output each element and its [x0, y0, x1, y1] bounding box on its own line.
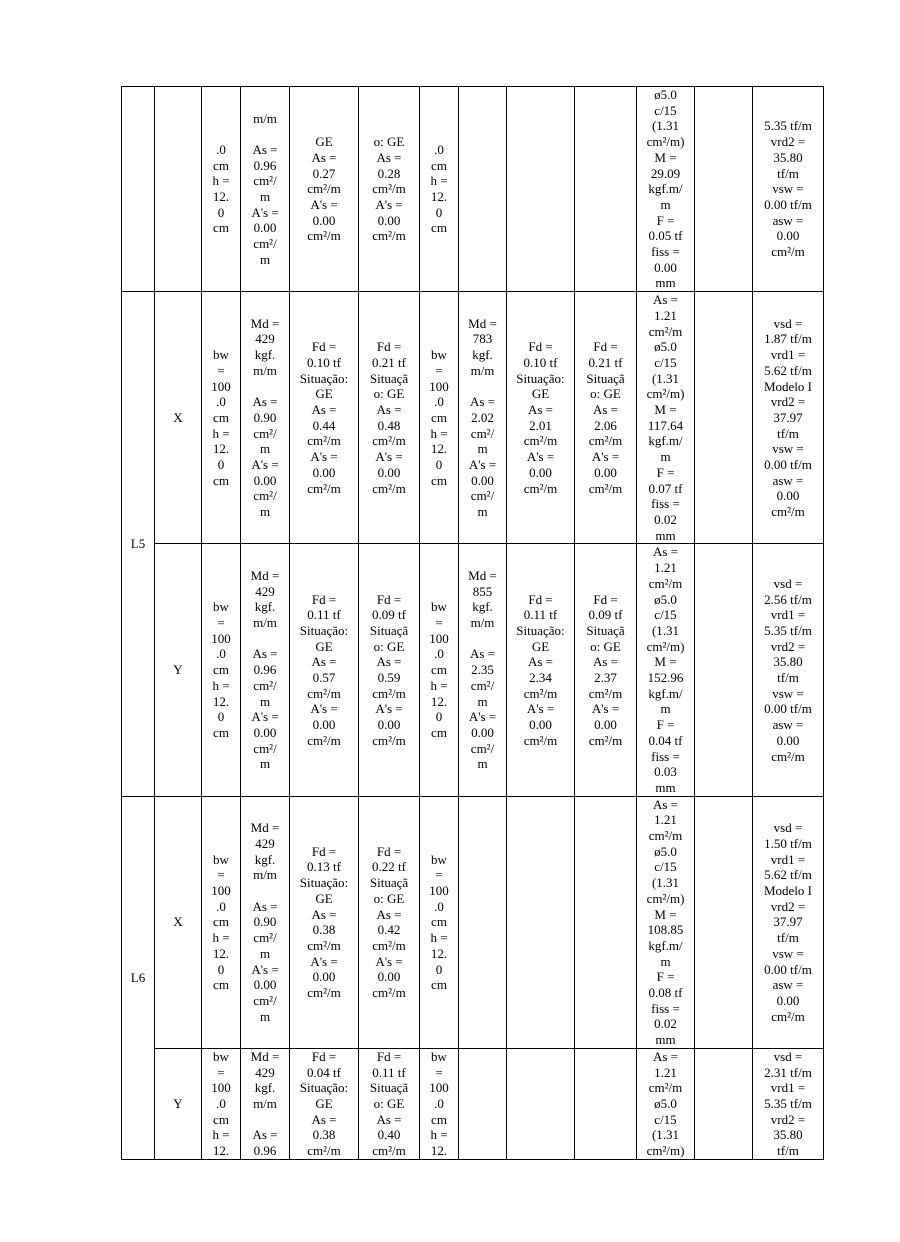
table-cell: bw = 100 .0 cm h = 12.	[420, 1048, 459, 1159]
table-cell	[695, 292, 753, 544]
table-cell: Md = 429 kgf. m/m As = 0.90 cm²/ m A's = 0.00 cm²/ m	[241, 292, 290, 544]
table-cell: Md = 783 kgf. m/m As = 2.02 cm²/ m A's = 0.00 cm²/ m	[459, 292, 507, 544]
table-cell: vsd = 2.31 tf/m vrd1 = 5.35 tf/m vrd2 = 35.80 tf/m	[753, 1048, 824, 1159]
table-row	[122, 292, 824, 544]
table-cell: bw = 100 .0 cm h = 12. 0 cm	[420, 544, 459, 796]
table-cell: Fd = 0.13 tf Situação: GE As = 0.38 cm²/m A's = 0.00 cm²/m	[290, 796, 359, 1048]
table-cell: Md = 429 kgf. m/m As = 0.90 cm²/ m A's = 0.00 cm²/ m	[241, 796, 290, 1048]
slab-results-table	[121, 86, 824, 1160]
table-cell: Fd = 0.04 tf Situação: GE As = 0.38 cm²/m	[290, 1048, 359, 1159]
slab-id-cell: L6	[122, 796, 155, 1159]
table-cell: Fd = 0.11 tf Situaçã o: GE As = 0.40 cm²/m	[359, 1048, 420, 1159]
table-cell	[575, 796, 637, 1048]
table-cell: 5.35 tf/m vrd2 = 35.80 tf/m vsw = 0.00 tf/m asw = 0.00 cm²/m	[753, 87, 824, 292]
table-cell	[575, 1048, 637, 1159]
direction-cell: Y	[155, 544, 202, 796]
table-cell: vsd = 1.87 tf/m vrd1 = 5.62 tf/m Modelo I vrd2 = 37.97 tf/m vsw = 0.00 tf/m asw = 0.00 cm²/m	[753, 292, 824, 544]
table-cell: m/m As = 0.96 cm²/ m A's = 0.00 cm²/ m	[241, 87, 290, 292]
table-cell	[695, 1048, 753, 1159]
slab-id-cell	[122, 87, 155, 292]
table-cell: .0 cm h = 12. 0 cm	[420, 87, 459, 292]
direction-cell: X	[155, 796, 202, 1048]
table-cell: bw = 100 .0 cm h = 12. 0 cm	[202, 544, 241, 796]
table-cell	[459, 796, 507, 1048]
table-cell: o: GE As = 0.28 cm²/m A's = 0.00 cm²/m	[359, 87, 420, 292]
table-cell: Fd = 0.22 tf Situaçã o: GE As = 0.42 cm²/m A's = 0.00 cm²/m	[359, 796, 420, 1048]
table-cell: As = 1.21 cm²/m ø5.0 c/15 (1.31 cm²/m) M = 117.64 kgf.m/ m F = 0.07 tf fiss = 0.02 mm	[637, 292, 695, 544]
table-cell: Md = 429 kgf. m/m As = 0.96 cm²/ m A's = 0.00 cm²/ m	[241, 544, 290, 796]
table-cell: Md = 855 kgf. m/m As = 2.35 cm²/ m A's = 0.00 cm²/ m	[459, 544, 507, 796]
table-cell: Fd = 0.11 tf Situação: GE As = 0.57 cm²/m A's = 0.00 cm²/m	[290, 544, 359, 796]
table-cell	[507, 87, 575, 292]
table-cell	[507, 796, 575, 1048]
table-cell	[695, 796, 753, 1048]
table-cell: As = 1.21 cm²/m ø5.0 c/15 (1.31 cm²/m)	[637, 1048, 695, 1159]
table-cell: Fd = 0.10 tf Situação: GE As = 2.01 cm²/m A's = 0.00 cm²/m	[507, 292, 575, 544]
table-cell: Fd = 0.21 tf Situaçã o: GE As = 0.48 cm²/m A's = 0.00 cm²/m	[359, 292, 420, 544]
direction-cell: X	[155, 292, 202, 544]
table-cell: Fd = 0.11 tf Situação: GE As = 2.34 cm²/m A's = 0.00 cm²/m	[507, 544, 575, 796]
slab-id-cell: L5	[122, 292, 155, 797]
table-cell	[695, 544, 753, 796]
table-cell: Fd = 0.09 tf Situaçã o: GE As = 2.37 cm²/m A's = 0.00 cm²/m	[575, 544, 637, 796]
table-cell: bw = 100 .0 cm h = 12. 0 cm	[420, 796, 459, 1048]
direction-cell: Y	[155, 1048, 202, 1159]
table-row	[122, 1048, 824, 1159]
table-row	[122, 87, 824, 292]
table-cell	[507, 1048, 575, 1159]
table-row	[122, 796, 824, 1048]
table-cell	[695, 87, 753, 292]
table-cell: .0 cm h = 12. 0 cm	[202, 87, 241, 292]
table-cell: Fd = 0.09 tf Situaçã o: GE As = 0.59 cm²/m A's = 0.00 cm²/m	[359, 544, 420, 796]
table-cell: vsd = 1.50 tf/m vrd1 = 5.62 tf/m Modelo I vrd2 = 37.97 tf/m vsw = 0.00 tf/m asw = 0.00 cm²/m	[753, 796, 824, 1048]
table-cell: Md = 429 kgf. m/m As = 0.96	[241, 1048, 290, 1159]
table-cell: ø5.0 c/15 (1.31 cm²/m) M = 29.09 kgf.m/ m F = 0.05 tf fiss = 0.00 mm	[637, 87, 695, 292]
table-row	[122, 544, 824, 796]
table-cell: bw = 100 .0 cm h = 12. 0 cm	[202, 292, 241, 544]
table-cell	[459, 1048, 507, 1159]
table-cell: bw = 100 .0 cm h = 12. 0 cm	[202, 796, 241, 1048]
table-cell	[459, 87, 507, 292]
table-cell: vsd = 2.56 tf/m vrd1 = 5.35 tf/m vrd2 = 35.80 tf/m vsw = 0.00 tf/m asw = 0.00 cm²/m	[753, 544, 824, 796]
direction-cell	[155, 87, 202, 292]
table-cell: bw = 100 .0 cm h = 12.	[202, 1048, 241, 1159]
table-cell: As = 1.21 cm²/m ø5.0 c/15 (1.31 cm²/m) M = 152.96 kgf.m/ m F = 0.04 tf fiss = 0.03 mm	[637, 544, 695, 796]
table-cell: Fd = 0.21 tf Situaçã o: GE As = 2.06 cm²/m A's = 0.00 cm²/m	[575, 292, 637, 544]
table-cell: bw = 100 .0 cm h = 12. 0 cm	[420, 292, 459, 544]
table-cell: Fd = 0.10 tf Situação: GE As = 0.44 cm²/m A's = 0.00 cm²/m	[290, 292, 359, 544]
table-cell	[575, 87, 637, 292]
table-cell: As = 1.21 cm²/m ø5.0 c/15 (1.31 cm²/m) M = 108.85 kgf.m/ m F = 0.08 tf fiss = 0.02 mm	[637, 796, 695, 1048]
table-cell: GE As = 0.27 cm²/m A's = 0.00 cm²/m	[290, 87, 359, 292]
